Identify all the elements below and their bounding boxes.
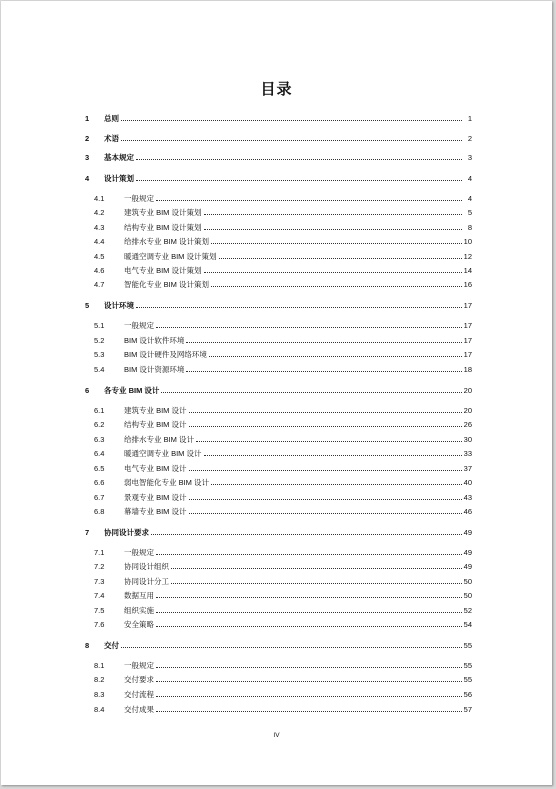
toc-entry-title: 幕墙专业 BIM 设计 [124, 507, 187, 516]
toc-entry-number: 5.1 [94, 321, 105, 330]
toc-entry-page: 55 [463, 641, 472, 650]
toc-entry-page: 50 [463, 591, 472, 600]
toc-entry-title: 协同设计要求 [104, 528, 149, 537]
toc-entry-page: 37 [463, 464, 472, 473]
toc-entry-title: 智能化专业 BIM 设计策划 [124, 280, 210, 289]
toc-entry-page: 20 [463, 386, 472, 395]
toc-entry-page: 46 [463, 507, 472, 516]
toc-entry-number: 7.2 [94, 562, 105, 571]
dot-leader [219, 258, 462, 259]
toc-entry-number: 7.3 [94, 577, 105, 586]
toc-entry-title: 弱电智能化专业 BIM 设计 [124, 478, 210, 487]
toc-entry-page: 40 [463, 478, 472, 487]
toc-entry-page: 49 [463, 548, 472, 557]
toc-entry-number: 8 [85, 641, 90, 650]
toc-entry-page: 14 [463, 266, 472, 275]
toc-entry-page: 8 [467, 223, 472, 232]
toc-entry-number: 5.4 [94, 365, 105, 374]
toc-entry-section[interactable] [85, 490, 472, 502]
toc-entry-number: 4 [85, 174, 90, 183]
dot-leader [204, 214, 462, 215]
dot-leader [156, 667, 462, 668]
toc-entry-page: 4 [467, 194, 472, 203]
toc-entry-number: 6.6 [94, 478, 105, 487]
toc-entry-page: 17 [463, 301, 472, 310]
toc-entry-number: 8.3 [94, 690, 105, 699]
toc-entry-title: 总则 [104, 114, 119, 123]
dot-leader [121, 120, 462, 121]
toc-entry-number: 6.1 [94, 406, 105, 415]
toc-entry-number: 7.6 [94, 620, 105, 629]
toc-title: 目录 [260, 81, 293, 98]
dot-leader [156, 327, 462, 328]
toc-entry-page: 49 [463, 562, 472, 571]
toc-entry-page: 26 [463, 420, 472, 429]
dot-leader [189, 499, 462, 500]
toc-entry-section[interactable] [85, 318, 472, 330]
toc-entry-number: 1 [85, 114, 90, 123]
toc-entry-section[interactable] [85, 545, 472, 557]
toc-entry-page: 50 [463, 577, 472, 586]
toc-entry-page: 12 [463, 252, 472, 261]
toc-entry-chapter[interactable] [85, 150, 472, 162]
toc-entry-page: 20 [463, 406, 472, 415]
toc-entry-section[interactable] [85, 191, 472, 203]
toc-entry-section[interactable] [85, 234, 472, 246]
toc-entry-chapter[interactable] [85, 111, 472, 123]
dot-leader [151, 534, 462, 535]
toc-entry-section[interactable] [85, 702, 472, 714]
toc-entry-number: 6.2 [94, 420, 105, 429]
dot-leader [156, 681, 462, 682]
toc-entry-number: 6.4 [94, 449, 105, 458]
dot-leader [171, 583, 462, 584]
dot-leader [186, 371, 461, 372]
toc-entry-chapter[interactable] [85, 525, 472, 537]
page-number-footer: IV [273, 732, 280, 739]
toc-entry-title: 暖通空调专业 BIM 设计策划 [124, 252, 217, 261]
dot-leader [171, 568, 462, 569]
toc-entry-title: 给排水专业 BIM 设计 [124, 435, 195, 444]
toc-entry-title: 协同设计组织 [124, 562, 169, 571]
toc-entry-title: 一般规定 [124, 661, 154, 670]
toc-entry-title: 组织实施 [124, 606, 154, 615]
toc-entry-section[interactable] [85, 333, 472, 345]
toc-entry-section[interactable] [85, 603, 472, 615]
toc-entry-number: 4.3 [94, 223, 105, 232]
toc-entry-title: 设计策划 [104, 174, 134, 183]
toc-entry-title: 建筑专业 BIM 设计策划 [124, 208, 202, 217]
toc-entry-page: 4 [467, 174, 472, 183]
toc-entry-number: 3 [85, 153, 90, 162]
toc-entry-section[interactable] [85, 432, 472, 444]
dot-leader [189, 513, 462, 514]
toc-entry-section[interactable] [85, 617, 472, 629]
toc-entry-section[interactable] [85, 588, 472, 600]
toc-entry-number: 7.4 [94, 591, 105, 600]
dot-leader [211, 484, 462, 485]
toc-entry-page: 56 [463, 690, 472, 699]
toc-entry-number: 4.6 [94, 266, 105, 275]
toc-entry-title: 结构专业 BIM 设计 [124, 420, 187, 429]
toc-entry-title: BIM 设计硬件及网络环境 [124, 350, 207, 359]
toc-entry-title: 术语 [104, 134, 119, 143]
dot-leader [136, 159, 462, 160]
toc-entry-number: 4.5 [94, 252, 105, 261]
toc-entry-page: 1 [467, 114, 472, 123]
toc-entry-page: 10 [463, 237, 472, 246]
toc-entry-title: 暖通空调专业 BIM 设计 [124, 449, 202, 458]
dot-leader [189, 426, 462, 427]
toc-entry-section[interactable] [85, 504, 472, 516]
toc-entry-number: 8.2 [94, 675, 105, 684]
dot-leader [156, 711, 462, 712]
toc-entry-section[interactable] [85, 446, 472, 458]
toc-entry-page: 17 [463, 350, 472, 359]
dot-leader [156, 612, 462, 613]
dot-leader [136, 180, 462, 181]
toc-entry-page: 2 [467, 134, 472, 143]
dot-leader [189, 470, 462, 471]
dot-leader [121, 647, 462, 648]
toc-entry-number: 5.2 [94, 336, 105, 345]
toc-entry-page: 30 [463, 435, 472, 444]
dot-leader [156, 554, 462, 555]
toc-entry-number: 4.2 [94, 208, 105, 217]
dot-leader [189, 412, 462, 413]
toc-entry-number: 4.1 [94, 194, 105, 203]
toc-entry-section[interactable] [85, 263, 472, 275]
toc-entry-title: 建筑专业 BIM 设计 [124, 406, 187, 415]
toc-entry-number: 6 [85, 386, 90, 395]
document-page [1, 1, 552, 785]
dot-leader [156, 626, 462, 627]
toc-entry-page: 49 [463, 528, 472, 537]
dot-leader [156, 597, 462, 598]
toc-entry-title: 一般规定 [124, 321, 154, 330]
toc-entry-number: 7 [85, 528, 90, 537]
toc-entry-page: 54 [463, 620, 472, 629]
dot-leader [161, 392, 461, 393]
toc-entry-title: 协同设计分工 [124, 577, 169, 586]
toc-entry-page: 18 [463, 365, 472, 374]
toc-entry-page: 5 [467, 208, 472, 217]
toc-entry-title: 电气专业 BIM 设计策划 [124, 266, 202, 275]
toc-entry-title: 交付 [104, 641, 119, 650]
toc-entry-section[interactable] [85, 574, 472, 586]
toc-entry-page: 55 [463, 661, 472, 670]
toc-entry-title: 安全策略 [124, 620, 154, 629]
toc-entry-title: 基本规定 [104, 153, 134, 162]
toc-entry-page: 33 [463, 449, 472, 458]
toc-entry-page: 16 [463, 280, 472, 289]
toc-entry-section[interactable] [85, 205, 472, 217]
toc-entry-section[interactable] [85, 249, 472, 261]
toc-entry-title: 各专业 BIM 设计 [104, 386, 160, 395]
toc-entry-chapter[interactable] [85, 171, 472, 183]
toc-entry-chapter[interactable] [85, 131, 472, 143]
dot-leader [204, 455, 462, 456]
toc-entry-page: 3 [467, 153, 472, 162]
toc-entry-title: 交付要求 [124, 675, 154, 684]
toc-entry-page: 43 [463, 493, 472, 502]
dot-leader [196, 441, 462, 442]
toc-entry-title: BIM 设计软件环境 [124, 336, 185, 345]
toc-entry-title: 一般规定 [124, 548, 154, 557]
toc-entry-number: 6.7 [94, 493, 105, 502]
toc-entry-title: 设计环境 [104, 301, 134, 310]
toc-entry-number: 6.5 [94, 464, 105, 473]
toc-entry-section[interactable] [85, 687, 472, 699]
toc-entry-page: 57 [463, 705, 472, 714]
toc-entry-number: 6.3 [94, 435, 105, 444]
toc-entry-number: 7.1 [94, 548, 105, 557]
dot-leader [211, 286, 462, 287]
toc-entry-page: 17 [463, 321, 472, 330]
dot-leader [186, 342, 461, 343]
dot-leader [204, 272, 462, 273]
toc-entry-title: BIM 设计资源环境 [124, 365, 185, 374]
toc-entry-chapter[interactable] [85, 298, 472, 310]
toc-entry-page: 52 [463, 606, 472, 615]
toc-entry-title: 一般规定 [124, 194, 154, 203]
toc-entry-title: 结构专业 BIM 设计策划 [124, 223, 202, 232]
dot-leader [204, 229, 462, 230]
toc-entry-number: 7.5 [94, 606, 105, 615]
dot-leader [156, 696, 462, 697]
toc-entry-section[interactable] [85, 559, 472, 571]
toc-entry-title: 交付流程 [124, 690, 154, 699]
toc-entry-chapter[interactable] [85, 638, 472, 650]
toc-entry-page: 17 [463, 336, 472, 345]
dot-leader [211, 243, 462, 244]
dot-leader [209, 356, 462, 357]
dot-leader [156, 200, 462, 201]
toc-entry-number: 5.3 [94, 350, 105, 359]
toc-entry-number: 5 [85, 301, 90, 310]
toc-entry-section[interactable] [85, 417, 472, 429]
toc-entry-section[interactable] [85, 220, 472, 232]
toc-entry-section[interactable] [85, 403, 472, 415]
toc-entry-section[interactable] [85, 461, 472, 473]
toc-entry-title: 数据互用 [124, 591, 154, 600]
toc-entry-number: 8.4 [94, 705, 105, 714]
dot-leader [136, 307, 462, 308]
toc-entry-section[interactable] [85, 658, 472, 670]
toc-entry-section[interactable] [85, 347, 472, 359]
toc-entry-section[interactable] [85, 362, 472, 374]
toc-entry-title: 交付成果 [124, 705, 154, 714]
toc-entry-number: 4.7 [94, 280, 105, 289]
toc-entry-page: 55 [463, 675, 472, 684]
dot-leader [121, 140, 462, 141]
toc-entry-section[interactable] [85, 475, 472, 487]
toc-entry-title: 景观专业 BIM 设计 [124, 493, 187, 502]
toc-entry-section[interactable] [85, 277, 472, 289]
toc-entry-number: 8.1 [94, 661, 105, 670]
toc-entry-number: 6.8 [94, 507, 105, 516]
toc-entry-chapter[interactable] [85, 383, 472, 395]
toc-entry-number: 2 [85, 134, 90, 143]
toc-entry-title: 电气专业 BIM 设计 [124, 464, 187, 473]
toc-entry-number: 4.4 [94, 237, 105, 246]
toc-entry-section[interactable] [85, 672, 472, 684]
toc-entry-title: 给排水专业 BIM 设计策划 [124, 237, 210, 246]
